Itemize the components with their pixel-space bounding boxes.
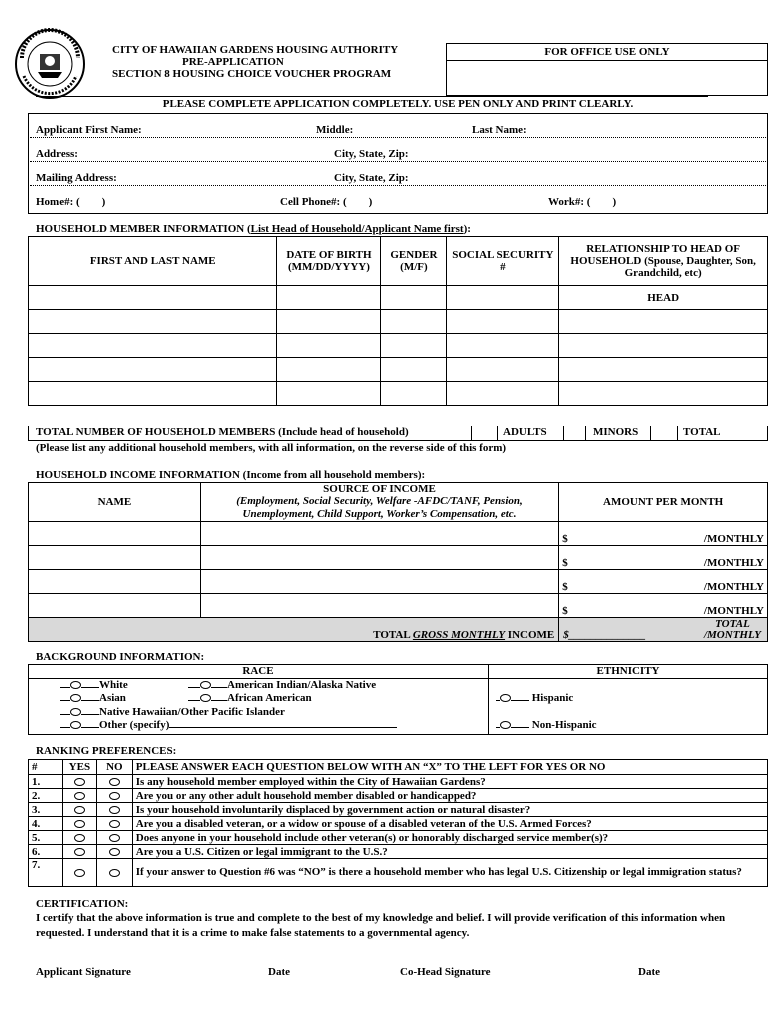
question-number: 5. <box>29 831 63 845</box>
household-title-prefix: HOUSEHOLD MEMBER INFORMATION ( <box>36 223 251 235</box>
total-underlined: GROSS MONTHLY <box>412 629 506 641</box>
yes-cell[interactable] <box>62 803 96 817</box>
ethnicity-header: ETHNICITY <box>596 665 660 677</box>
household-title-suffix: ): <box>463 223 471 235</box>
household-header-row <box>29 237 768 286</box>
household-total-row <box>28 426 768 441</box>
table-row <box>29 775 768 789</box>
header-line-3: SECTION 8 HOUSING CHOICE VOUCHER PROGRAM <box>112 68 392 80</box>
total-prefix: TOTAL <box>373 629 413 641</box>
header-line-2: PRE-APPLICATION <box>182 56 284 68</box>
applicant-row-divider <box>30 137 766 138</box>
dollar-sign: $ <box>562 581 568 593</box>
gender-cell[interactable] <box>381 382 447 406</box>
race-option-american-indian[interactable] <box>188 679 376 691</box>
rank-col-no: NO <box>96 760 132 775</box>
table-row <box>29 382 768 406</box>
address-label: Address: <box>36 148 78 160</box>
yes-cell[interactable] <box>62 859 96 887</box>
african-american-label: African American <box>227 692 312 704</box>
radio-circle-icon <box>500 694 511 702</box>
total-divider <box>585 426 586 440</box>
adults-label: ADULTS <box>503 426 547 438</box>
income-header-row <box>29 483 768 522</box>
relationship-cell[interactable] <box>559 358 768 382</box>
radio-circle-icon <box>109 848 120 856</box>
income-name-cell[interactable] <box>29 522 201 546</box>
dob-cell[interactable] <box>277 382 381 406</box>
col-ssn-header: SOCIAL SECURITY # <box>447 237 559 286</box>
income-table <box>28 482 768 642</box>
header-rule <box>36 96 708 97</box>
certification-title: CERTIFICATION: <box>36 898 129 910</box>
table-row <box>29 546 768 570</box>
last-name-label: Last Name: <box>472 124 527 136</box>
radio-circle-icon <box>70 708 81 716</box>
name-cell[interactable] <box>29 334 277 358</box>
radio-circle-icon <box>74 820 85 828</box>
question-text: If your answer to Question #6 was “NO” is there a household member who has legal U.S. Citizenship or legal immigration status? <box>132 859 767 887</box>
no-cell[interactable] <box>96 803 132 817</box>
race-option-hawaiian[interactable] <box>60 706 285 718</box>
no-cell[interactable] <box>96 859 132 887</box>
total-right-2: /MONTHLY <box>703 629 761 641</box>
ranking-title: RANKING PREFERENCES: <box>36 745 177 757</box>
non-hispanic-label: Non-Hispanic <box>531 719 597 731</box>
total-divider <box>497 426 498 440</box>
income-source-title: SOURCE OF INCOME <box>323 483 436 495</box>
relationship-cell[interactable] <box>559 310 768 334</box>
income-col-source <box>200 483 559 522</box>
table-row <box>29 358 768 382</box>
race-option-other[interactable] <box>60 719 397 731</box>
table-row <box>29 831 768 845</box>
table-row <box>29 594 768 618</box>
col-relationship-header: RELATIONSHIP TO HEAD OF HOUSEHOLD (Spouse, Daughter, Son, Grandchild, etc) <box>559 237 768 286</box>
income-source-cell[interactable] <box>200 546 559 570</box>
name-cell[interactable] <box>29 382 277 406</box>
total-divider <box>563 426 564 440</box>
applicant-row-divider <box>30 161 766 162</box>
no-cell[interactable] <box>96 817 132 831</box>
radio-circle-icon <box>109 820 120 828</box>
rank-col-num: # <box>29 760 63 775</box>
work-phone-label: Work#: ( ) <box>548 196 617 208</box>
dob-cell[interactable] <box>277 310 381 334</box>
relationship-cell[interactable] <box>559 334 768 358</box>
table-row <box>29 817 768 831</box>
date-label-1: Date <box>268 966 290 978</box>
ssn-cell[interactable] <box>447 334 559 358</box>
table-row <box>29 570 768 594</box>
header-title-block <box>112 44 442 80</box>
yes-cell[interactable] <box>62 817 96 831</box>
income-amount-cell[interactable] <box>559 546 768 570</box>
office-use-box <box>446 43 768 96</box>
question-text: Is any household member employed within the City of Hawaiian Gardens? <box>132 775 767 789</box>
ethnicity-option-non-hispanic[interactable] <box>496 719 597 731</box>
household-note: (Please list any additional household members, with all information, on the reverse side of this form) <box>36 442 507 454</box>
question-number: 1. <box>29 775 63 789</box>
radio-circle-icon <box>74 792 85 800</box>
income-source-cell[interactable] <box>200 570 559 594</box>
dob-cell[interactable] <box>277 358 381 382</box>
monthly-label: /MONTHLY <box>703 581 764 593</box>
header-line-1: CITY OF HAWAIIAN GARDENS HOUSING AUTHORITY <box>112 44 399 56</box>
asian-label: Asian <box>99 692 126 704</box>
table-row <box>29 334 768 358</box>
dob-cell[interactable] <box>277 334 381 358</box>
white-label: White <box>99 679 128 691</box>
radio-circle-icon <box>200 681 211 689</box>
applicant-row-divider <box>30 185 766 186</box>
certification-text: I certify that the above information is true and complete to the best of my knowledge and belief. I will provide verification of this information when requested. I understand that it is a crime to make false statements to a governmental agency. <box>36 912 726 939</box>
race-option-african-american[interactable] <box>188 692 312 704</box>
radio-circle-icon <box>109 806 120 814</box>
household-title-underlined: List Head of Household/Applicant Name first <box>250 223 464 235</box>
income-source-desc: (Employment, Social Security, Welfare -AFDC/TANF, Pension, Unemployment, Child Support, Worker’s Compensation, etc. <box>236 495 523 520</box>
question-text: Is your household involuntarily displaced by government action or natural disaster? <box>132 803 767 817</box>
gender-cell[interactable] <box>381 358 447 382</box>
question-text: Does anyone in your household include other veteran(s) or honorably discharged service member(s)? <box>132 831 767 845</box>
radio-circle-icon <box>200 694 211 702</box>
office-use-label: FOR OFFICE USE ONLY <box>544 46 670 58</box>
question-text: Are you or any other adult household member disabled or handicapped? <box>132 789 767 803</box>
ethnicity-option-hispanic[interactable] <box>496 692 573 704</box>
ssn-cell[interactable] <box>447 310 559 334</box>
question-number: 6. <box>29 845 63 859</box>
city-seal-logo <box>14 28 86 100</box>
income-col-amount: AMOUNT PER MONTH <box>559 483 768 522</box>
ranking-header-row <box>29 760 768 775</box>
question-number: 3. <box>29 803 63 817</box>
income-source-cell[interactable] <box>200 522 559 546</box>
total-members-label: TOTAL NUMBER OF HOUSEHOLD MEMBERS (Include head of household) <box>36 426 409 438</box>
total-right-1: TOTAL <box>715 618 750 630</box>
other-label: Other (specify) <box>99 719 170 731</box>
total-divider <box>471 426 472 440</box>
other-specify-blank[interactable] <box>169 727 397 728</box>
race-header: RACE <box>242 665 274 677</box>
ssn-cell[interactable] <box>447 382 559 406</box>
radio-circle-icon <box>74 806 85 814</box>
radio-circle-icon <box>70 721 81 729</box>
rank-instruction: PLEASE ANSWER EACH QUESTION BELOW WITH AN “X” TO THE LEFT FOR YES OR NO <box>132 760 767 775</box>
race-header-rule <box>28 678 768 679</box>
income-source-cell[interactable] <box>200 594 559 618</box>
first-name-label: Applicant First Name: <box>36 124 142 136</box>
question-number: 7. <box>29 859 63 887</box>
table-row <box>29 859 768 887</box>
dob-cell[interactable] <box>277 286 381 310</box>
radio-circle-icon <box>70 681 81 689</box>
city-state-zip-label: City, State, Zip: <box>334 148 409 160</box>
yes-cell[interactable] <box>62 831 96 845</box>
household-title <box>36 223 471 235</box>
income-amount-cell[interactable] <box>559 522 768 546</box>
american-indian-label: American Indian/Alaska Native <box>227 679 377 691</box>
col-name-header: FIRST AND LAST NAME <box>29 237 277 286</box>
table-row <box>29 286 768 310</box>
question-text: Are you a U.S. Citizen or legal immigrant to the U.S.? <box>132 845 767 859</box>
household-member-table <box>28 236 768 406</box>
yes-cell[interactable] <box>62 845 96 859</box>
mailing-city-state-zip-label: City, State, Zip: <box>334 172 409 184</box>
home-phone-label: Home#: ( ) <box>36 196 106 208</box>
income-col-name: NAME <box>29 483 201 522</box>
yes-cell[interactable] <box>62 789 96 803</box>
income-amount-cell[interactable] <box>559 594 768 618</box>
yes-cell[interactable] <box>62 775 96 789</box>
question-number: 4. <box>29 817 63 831</box>
monthly-label: /MONTHLY <box>703 533 764 545</box>
race-option-asian[interactable] <box>60 692 126 704</box>
relationship-cell[interactable] <box>559 382 768 406</box>
table-row <box>29 522 768 546</box>
name-cell[interactable] <box>29 310 277 334</box>
col-gender-header: GENDER (M/F) <box>381 237 447 286</box>
applicant-signature-label: Applicant Signature <box>36 966 131 978</box>
monthly-label: /MONTHLY <box>703 605 764 617</box>
no-cell[interactable] <box>96 775 132 789</box>
radio-circle-icon <box>74 778 85 786</box>
radio-circle-icon <box>500 721 511 729</box>
radio-circle-icon <box>74 834 85 842</box>
gender-cell[interactable] <box>381 286 447 310</box>
name-cell[interactable] <box>29 358 277 382</box>
gender-cell[interactable] <box>381 334 447 358</box>
table-row <box>29 845 768 859</box>
minors-label: MINORS <box>593 426 639 438</box>
hispanic-label: Hispanic <box>531 692 574 704</box>
mailing-address-label: Mailing Address: <box>36 172 117 184</box>
date-label-2: Date <box>638 966 660 978</box>
total-monthly-label <box>704 619 761 641</box>
radio-circle-icon <box>109 869 120 877</box>
radio-circle-icon <box>109 792 120 800</box>
race-option-white[interactable] <box>60 679 128 691</box>
total-suffix: INCOME <box>505 629 555 641</box>
total-gross-income-label <box>29 618 559 642</box>
ssn-cell[interactable] <box>447 286 559 310</box>
no-cell[interactable] <box>96 789 132 803</box>
no-cell[interactable] <box>96 831 132 845</box>
income-name-cell[interactable] <box>29 546 201 570</box>
table-row <box>29 803 768 817</box>
question-text: Are you a disabled veteran, or a widow or spouse of a disabled veteran of the U.S. Armed Forces? <box>132 817 767 831</box>
table-row <box>29 789 768 803</box>
dollar-sign: $ <box>562 557 568 569</box>
radio-circle-icon <box>109 778 120 786</box>
rank-col-yes: YES <box>62 760 96 775</box>
radio-circle-icon <box>109 834 120 842</box>
radio-circle-icon <box>74 869 85 877</box>
background-title: BACKGROUND INFORMATION: <box>36 651 205 663</box>
income-name-cell[interactable] <box>29 570 201 594</box>
total-dollar-blank: $______________ <box>563 629 646 641</box>
col-dob-header: DATE OF BIRTH (MM/DD/YYYY) <box>277 237 381 286</box>
name-cell[interactable] <box>29 286 277 310</box>
income-total-row <box>29 618 768 642</box>
dollar-sign: $ <box>562 605 568 617</box>
cell-phone-label: Cell Phone#: ( ) <box>280 196 373 208</box>
no-cell[interactable] <box>96 845 132 859</box>
total-label: TOTAL <box>683 426 721 438</box>
instructions-text: PLEASE COMPLETE APPLICATION COMPLETELY. USE PEN ONLY AND PRINT CLEARLY. <box>162 98 634 110</box>
radio-circle-icon <box>70 694 81 702</box>
table-row <box>29 310 768 334</box>
gender-cell[interactable] <box>381 310 447 334</box>
total-divider <box>650 426 651 440</box>
total-divider <box>677 426 678 440</box>
relationship-head-cell: HEAD <box>559 286 768 310</box>
ssn-cell[interactable] <box>447 358 559 382</box>
middle-name-label: Middle: <box>316 124 354 136</box>
ranking-table <box>28 759 768 887</box>
dollar-sign: $ <box>562 533 568 545</box>
income-name-cell[interactable] <box>29 594 201 618</box>
hawaiian-label: Native Hawaiian/Other Pacific Islander <box>99 706 285 718</box>
income-title: HOUSEHOLD INCOME INFORMATION (Income from all household members): <box>36 469 426 481</box>
income-amount-cell[interactable] <box>559 570 768 594</box>
radio-circle-icon <box>74 848 85 856</box>
question-number: 2. <box>29 789 63 803</box>
cohead-signature-label: Co-Head Signature <box>400 966 491 978</box>
total-income-cell[interactable] <box>559 618 768 642</box>
monthly-label: /MONTHLY <box>703 557 764 569</box>
